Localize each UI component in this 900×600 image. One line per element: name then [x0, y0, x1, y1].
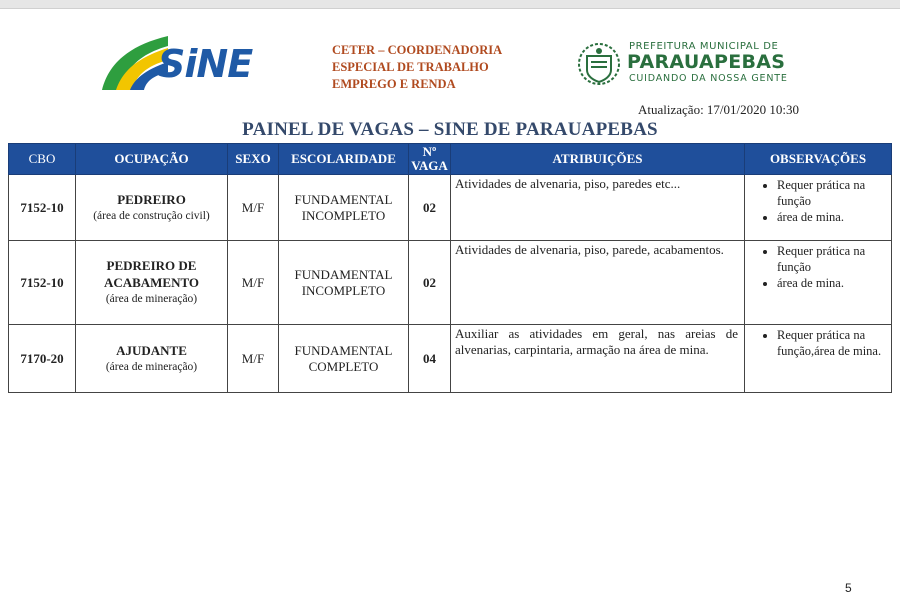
col-header-vaga — [409, 144, 451, 175]
col-header-vaga-line2: VAGA — [411, 158, 448, 173]
col-header-ocupacao: OCUPAÇÃO — [76, 144, 228, 175]
ocupacao-name: AJUDANTE — [116, 342, 187, 358]
cell-vagas: 02 — [409, 241, 451, 325]
ocupacao-area: (área de construção civil) — [93, 209, 210, 222]
cell-observacoes — [745, 241, 892, 325]
col-header-sexo: SEXO — [228, 144, 279, 175]
prefeitura-line-2: PARAUAPEBAS — [627, 51, 786, 73]
update-timestamp: Atualização: 17/01/2020 10:30 — [638, 102, 800, 117]
page-number: 5 — [845, 581, 852, 595]
cell-cbo: 7152-10 — [9, 175, 76, 241]
col-header-atribuicoes: ATRIBUIÇÕES — [451, 144, 745, 175]
sine-logo-text: SiNE — [158, 42, 253, 86]
observacoes-list — [749, 243, 887, 291]
ocupacao-name: PEDREIRO — [117, 191, 186, 207]
city-emblem-icon — [575, 40, 623, 88]
ceter-heading — [332, 42, 502, 93]
observacoes-list — [749, 327, 887, 359]
prefeitura-line-3: CUIDANDO DA NOSSA GENTE — [629, 73, 788, 84]
ocupacao-area: (área de mineração) — [105, 293, 198, 305]
cell-atribuicoes: Atividades de alvenaria, piso, paredes etc... — [451, 175, 745, 241]
list-item: • área de mina. — [777, 275, 887, 291]
prefeitura-logo — [575, 40, 790, 90]
cell-observacoes — [745, 175, 892, 241]
cell-escolaridade: FUNDAMENTAL INCOMPLETO — [279, 175, 409, 241]
list-item: • Requer prática na função — [777, 243, 887, 275]
page-title: PAINEL DE VAGAS – SINE DE PARAUAPEBAS — [242, 119, 658, 140]
cell-escolaridade: FUNDAMENTAL COMPLETO — [279, 325, 409, 393]
col-header-cbo: CBO — [9, 144, 76, 175]
cell-sexo: M/F — [228, 175, 279, 241]
cell-atribuicoes: Atividades de alvenaria, piso, parede, acabamentos. — [451, 241, 745, 325]
prefeitura-line-1: PREFEITURA MUNICIPAL DE — [629, 41, 779, 52]
cell-atribuicoes: Auxiliar as atividades em geral, nas areias de alvenarias, carpintaria, armação na área de mina. — [451, 325, 745, 393]
cell-vagas: 04 — [409, 325, 451, 393]
col-header-escolaridade: ESCOLARIDADE — [279, 144, 409, 175]
col-header-vaga-line1: Nº — [422, 144, 437, 159]
ceter-line: CETER – COORDENADORIA — [332, 43, 503, 57]
table-row — [9, 241, 892, 325]
table-row — [9, 175, 892, 241]
cell-vagas: 02 — [409, 175, 451, 241]
ocupacao-name: PEDREIRO DE ACABAMENTO — [103, 258, 200, 290]
vagas-table — [8, 143, 892, 393]
viewer-top-bar — [0, 0, 900, 9]
table-header-row — [9, 144, 892, 175]
ocupacao-area: (área de mineração) — [105, 360, 198, 373]
list-item: • Requer prática na função — [777, 177, 887, 209]
cell-ocupacao — [76, 241, 228, 325]
cell-sexo: M/F — [228, 325, 279, 393]
cell-ocupacao — [76, 175, 228, 241]
ceter-line: ESPECIAL DE TRABALHO — [332, 60, 489, 74]
observacoes-list — [749, 177, 887, 225]
col-header-observacoes: OBSERVAÇÕES — [745, 144, 892, 175]
cell-escolaridade: FUNDAMENTAL INCOMPLETO — [279, 241, 409, 325]
cell-cbo: 7170-20 — [9, 325, 76, 393]
sine-logo — [100, 32, 265, 94]
list-item: • Requer prática na função,área de mina. — [777, 327, 887, 359]
table-row — [9, 325, 892, 393]
cell-ocupacao — [76, 325, 228, 393]
cell-cbo: 7152-10 — [9, 241, 76, 325]
list-item: • área de mina. — [777, 209, 887, 225]
cell-sexo: M/F — [228, 241, 279, 325]
ceter-line: EMPREGO E RENDA — [332, 77, 456, 91]
cell-observacoes — [745, 325, 892, 393]
